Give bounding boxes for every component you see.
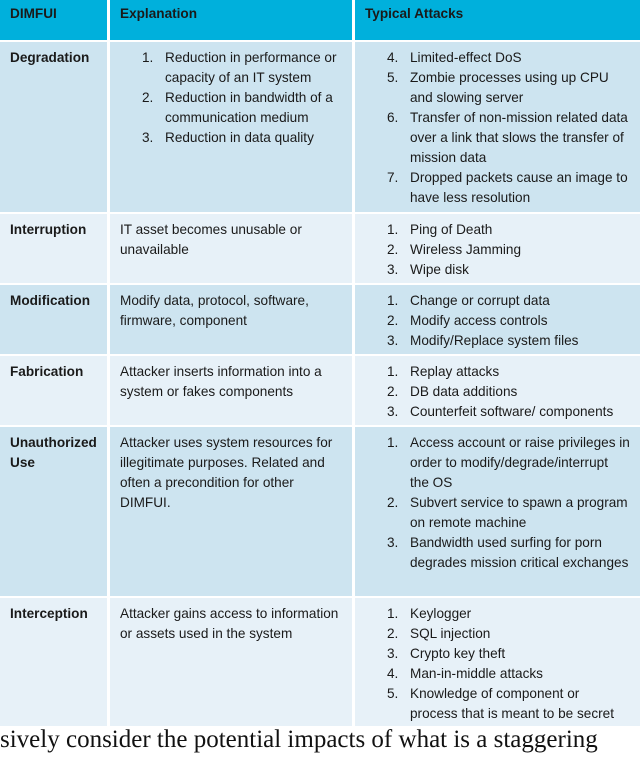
explanation-list	[120, 48, 342, 148]
list-item: 2. DB data additions	[387, 384, 518, 399]
attacks-list	[365, 291, 630, 351]
attacks-list	[365, 362, 630, 422]
list-item: 2. SQL injection	[387, 626, 491, 641]
explanation-cell: Attacker inserts information into a system or fakes components	[110, 356, 355, 427]
attacks-list	[365, 220, 630, 280]
attacks-list	[365, 604, 630, 724]
table-header-row	[0, 0, 640, 42]
list-item: 5. Knowledge of component or process that is meant to be secret	[387, 686, 615, 721]
attacks-list	[365, 433, 630, 573]
list-item: 1. Reduction in performance or capacity of an IT system	[142, 50, 337, 85]
attacks-cell	[355, 427, 640, 598]
dimfui-name: Unauthorized Use	[0, 427, 110, 598]
attacks-cell	[355, 214, 640, 285]
list-item: 3. Counterfeit software/ components	[387, 404, 614, 419]
explanation-cell: Modify data, protocol, software, firmware, component	[110, 285, 355, 356]
list-item: 3. Wipe disk	[387, 262, 469, 277]
table-row	[0, 356, 640, 427]
list-item: 4. Man-in-middle attacks	[387, 666, 543, 681]
explanation-cell: Attacker gains access to information or assets used in the system	[110, 598, 355, 728]
list-item: 2. Wireless Jamming	[387, 242, 522, 257]
list-item: 1. Ping of Death	[387, 222, 493, 237]
header-explanation: Explanation	[110, 0, 355, 42]
table-row	[0, 42, 640, 214]
table-row	[0, 285, 640, 356]
table-row	[0, 598, 640, 728]
body-text-fragment: sively consider the potential impacts of what is a staggering	[0, 726, 598, 753]
header-dimfui: DIMFUI	[0, 0, 110, 42]
list-item: 3. Modify/Replace system files	[387, 333, 579, 348]
table-row	[0, 427, 640, 598]
list-item: 1. Keylogger	[387, 606, 472, 621]
list-item: 1. Change or corrupt data	[387, 293, 550, 308]
dimfui-name: Interruption	[0, 214, 110, 285]
table-row	[0, 214, 640, 285]
explanation-cell: IT asset becomes unusable or unavailable	[110, 214, 355, 285]
list-item: 3. Crypto key theft	[387, 646, 506, 661]
explanation-cell: Attacker uses system resources for illegitimate purposes. Related and often a precondition for other DIMFUI.	[110, 427, 355, 598]
attacks-cell	[355, 42, 640, 214]
list-item: 7. Dropped packets cause an image to have less resolution	[387, 170, 628, 205]
list-item: 2. Subvert service to spawn a program on remote machine	[387, 495, 628, 530]
list-item: 3. Bandwidth used surfing for porn degrades mission critical exchanges	[387, 535, 629, 570]
list-item: 2. Reduction in bandwidth of a communication medium	[142, 90, 333, 125]
header-typical-attacks: Typical Attacks	[355, 0, 640, 42]
list-item: 3. Reduction in data quality	[142, 130, 314, 145]
list-item: 4. Limited-effect DoS	[387, 50, 522, 65]
attacks-list	[365, 48, 630, 208]
list-item: 2. Modify access controls	[387, 313, 548, 328]
list-item: 1. Replay attacks	[387, 364, 500, 379]
attacks-cell	[355, 285, 640, 356]
dimfui-name: Fabrication	[0, 356, 110, 427]
dimfui-name: Interception	[0, 598, 110, 728]
explanation-cell	[110, 42, 355, 214]
attacks-cell	[355, 356, 640, 427]
dimfui-name: Modification	[0, 285, 110, 356]
list-item: 1. Access account or raise privileges in order to modify/degrade/interrupt the OS	[387, 435, 630, 490]
list-item: 6. Transfer of non-mission related data over a link that slows the transfer of mission data	[387, 110, 628, 165]
list-item: 5. Zombie processes using up CPU and slowing server	[387, 70, 609, 105]
dimfui-name: Degradation	[0, 42, 110, 214]
attacks-cell	[355, 598, 640, 728]
